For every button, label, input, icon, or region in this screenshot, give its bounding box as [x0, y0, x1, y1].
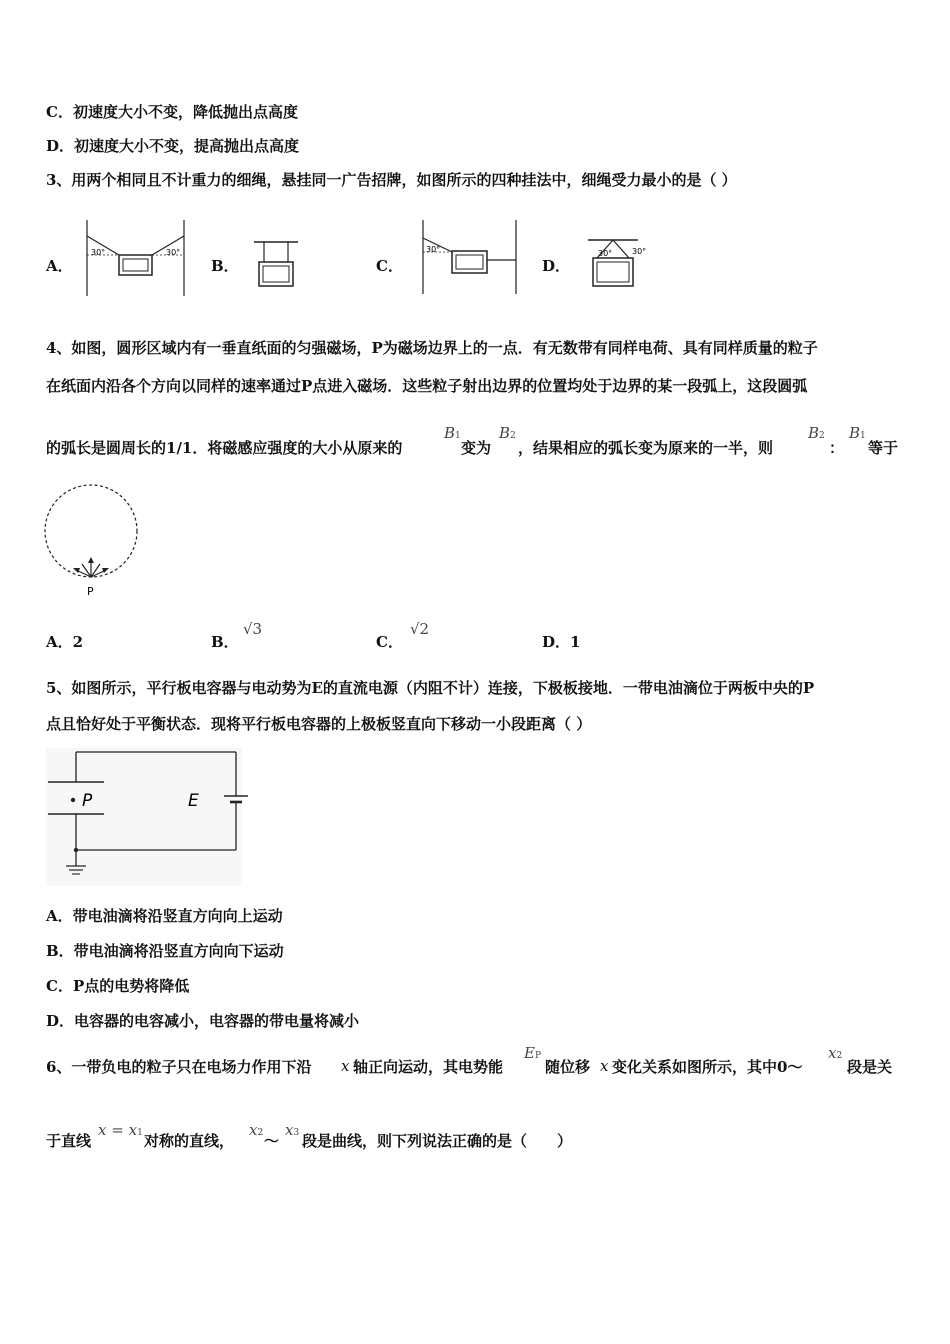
q6-stem-line1-b: 轴正向运动，其电势能 — [353, 1058, 504, 1076]
q3-figure-c — [420, 218, 520, 298]
q4-stem-line3-d: ： — [829, 439, 845, 457]
q3-figure-d — [586, 238, 648, 290]
q4-point-p-label: P — [87, 585, 94, 598]
q5-stem-line1: 5、如图所示，平行板电容器与电动势为E的直流电源（内阻不计）连接，下极板接地．一带电油滴位于两板中央的P — [46, 679, 815, 697]
q3-stem: 3、用两个相同且不计重力的细绳，悬挂同一广告招牌，如图所示的四种挂法中，细绳受力最小的是（ ） — [46, 171, 737, 189]
q3-label-c: C． — [376, 257, 403, 275]
q4-magnetic-field-figure — [42, 478, 144, 600]
q6-stem-line2-c: 段是曲线，则下列说法正确的是（ ） — [302, 1132, 573, 1150]
q4-stem-line2: 在纸面内沿各个方向以同样的速率通过P点进入磁场．这些粒子射出边界的位置均处于边界的某一段弧上，这段圆弧 — [46, 377, 808, 395]
q4-stem-line3-b: 变为 — [461, 439, 492, 457]
q2-option-c: C．初速度大小不变，降低抛出点高度 — [46, 103, 298, 121]
q6-stem-line1-d: 变化关系如图所示，其中0～ — [612, 1058, 803, 1076]
q3-angle-a-right: 30° — [166, 248, 181, 257]
q4-option-c-value: √2 — [410, 620, 430, 638]
q3-label-a: A． — [46, 257, 73, 275]
q6-sym-x2-first: x2 — [828, 1044, 843, 1062]
q5-option-b: B．带电油滴将沿竖直方向向下运动 — [46, 942, 284, 960]
q4-stem-line1: 4、如图，圆形区域内有一垂直纸面的匀强磁场，P为磁场边界上的一点．有无数带有同样电荷、具有同样质量的粒子 — [46, 339, 818, 357]
q6-eq-x-x1: x = x1 — [98, 1121, 143, 1139]
q4-option-a: A．2 — [46, 633, 84, 651]
q5-stem-line2: 点且恰好处于平衡状态．现将平行板电容器的上极板竖直向下移动一小段距离（ ） — [46, 715, 592, 733]
q5-fig-p-label: P — [82, 791, 93, 811]
q6-tilde: ～ — [264, 1132, 280, 1150]
q4-option-d: D．1 — [542, 633, 581, 651]
q4-sym-b1-second: B1 — [849, 424, 866, 442]
q5-option-d: D．电容器的电容减小，电容器的带电量将减小 — [46, 1012, 360, 1030]
q3-label-b: B． — [211, 257, 239, 275]
q6-var-x-1: x — [341, 1057, 350, 1075]
q5-option-c: C．P点的电势将降低 — [46, 977, 190, 995]
q6-sym-ep: EP — [524, 1044, 542, 1062]
q6-stem-line1-a: 6、一带负电的粒子只在电场力作用下沿 — [46, 1058, 312, 1076]
q4-stem-line3-e: 等于 — [868, 439, 899, 457]
q6-stem-line1-c: 随位移 — [545, 1058, 591, 1076]
q3-figure-a — [84, 218, 188, 298]
q4-stem-line3-a: 的弧长是圆周长的1/1．将磁感应强度的大小从原来的 — [46, 439, 403, 457]
q3-figure-b — [252, 240, 302, 290]
q2-option-d: D．初速度大小不变，提高抛出点高度 — [46, 137, 300, 155]
q5-circuit-figure — [46, 748, 242, 886]
q6-stem-line2-b: 对称的直线， — [144, 1132, 235, 1150]
q4-sym-b2-first: B2 — [499, 424, 516, 442]
q3-angle-d-bottom: 30° — [598, 249, 613, 258]
q3-label-d: D． — [542, 257, 571, 275]
q4-option-b-value: √3 — [243, 620, 263, 638]
q4-stem-line3-c: ，结果相应的弧长变为原来的一半，则 — [518, 439, 774, 457]
q5-option-a: A．带电油滴将沿竖直方向向上运动 — [46, 907, 283, 925]
q6-stem-line2-a: 于直线 — [46, 1132, 92, 1150]
q3-angle-c: 30° — [426, 245, 441, 254]
q4-sym-b2-second: B2 — [808, 424, 825, 442]
q6-var-x-2: x — [600, 1057, 609, 1075]
q6-sym-x2-second: x2 — [249, 1121, 264, 1139]
q4-option-c: C． — [376, 633, 403, 651]
q4-option-b: B． — [211, 633, 239, 651]
q5-fig-e-label: E — [188, 791, 199, 811]
q6-stem-line1-e: 段是关 — [847, 1058, 893, 1076]
q3-angle-a-left: 30° — [91, 248, 106, 257]
q3-angle-d-top: 30° — [632, 247, 647, 256]
q4-sym-b1-first: B1 — [444, 424, 461, 442]
q6-sym-x3: x3 — [285, 1121, 300, 1139]
